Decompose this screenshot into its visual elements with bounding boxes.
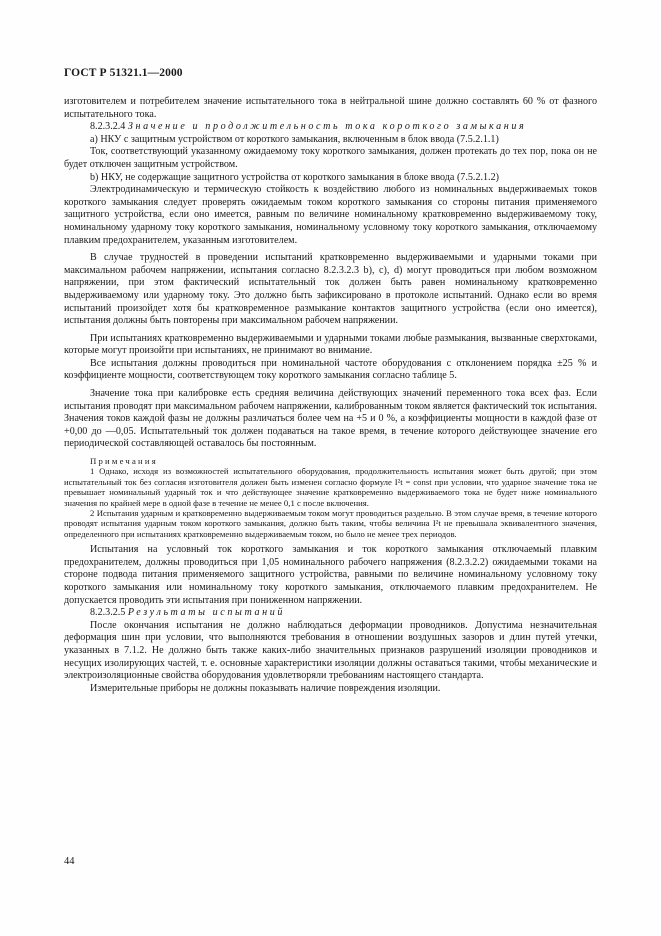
note-1: 1 Однако, исходя из возможностей испытательного оборудования, продолжительность испытания может быть другой; при этом испытательный ток без согласия изготовителя должен быть изменен согласно формуле I²t = const при условии, что ударное значение тока не превышает номинальный ударный ток и что действующее значение кратковременно выдерживаемого тока не будет ниже номинального значения по крайней мере в одной фазе в течение не менее 0,1 с после включения. [64,466,597,508]
paragraph: После окончания испытания не должно наблюдаться деформации проводников. Допустима незначительная деформация шин при условии, что выполняются требования в отношении воздушных зазоров и длин путей утечки, указанных в 7.1.2. Не должно быть также каких-либо значительных признаков разрушений изоляции проводников и несущих изолирующих частей, т. е. основные характеристики изоляции должны оставаться такими, чтобы механические и электроизоляционные свойства оборудования удовлетворяли требованиям настоящего стандарта. [64,619,597,682]
list-item-b: b) НКУ, не содержащие защитного устройства от короткого замыкания в блоке ввода (7.5.2.1.2) [90,171,499,183]
page-number: 44 [64,856,75,867]
paragraph: Электродинамическую и термическую стойкость к воздействию любого из номинальных выдерживаемых токов короткого замыкания следует проверять ожидаемым током короткого замыкания со стороны питания применяемого защитного устройства, если оно имеется, равным по величине номинальному кратковременно выдерживаемому току, номинальному ударному току короткого замыкания, номинальному условному току короткого замыкания, отключаемому плавким предохранителем, указанным изготовителем. [64,184,597,246]
paragraph: Значение тока при калибровке есть средняя величина действующих значений переменного тока всех фаз. Если испытания проводят при максимальном рабочем напряжении, калиброванным током является фактический ток испытания. Значения токов каждой фазы не должны различаться более чем на +5 и 0 %, а коэффициенты мощности в каждой фазе от +0,00 до —0,05. Испытательный ток должен подаваться на такое время, в течение которого действующее значение его периодической составляющей оставалось бы постоянным. [64,388,597,450]
section-title: Результаты испытаний [127,607,286,619]
section-heading [64,607,597,620]
paragraph: В случае трудностей в проведении испытаний кратковременно выдерживаемыми и ударными токами при максимальном рабочем напряжении, испытания согласно 8.2.3.2.3 b), с), d) могут проводиться при любом возможном напряжении, при этом фактический испытательный ток должен быть равен номинальному кратковременно выдерживаемому или ударному току. Это должно быть зафиксировано в протоколе испытаний. Однако если во время испытаний произойдет хотя бы кратковременное размыкание контактов защитного устройства (если оно имеется), испытания должны быть повторены при максимальном рабочем напряжении. [64,252,597,327]
paragraph: При испытаниях кратковременно выдерживаемыми и ударными токами любые размыкания, вызванные сверхтоками, которые могут произойти при испытаниях, не принимают во внимание. [64,332,597,357]
paragraph: Все испытания должны проводиться при номинальной частоте оборудования с отклонением порядка ±25 % и коэффициенте мощности, соответствующем току короткого замыкания согласно таблице 5. [64,357,597,382]
paragraph: Испытания на условный ток короткого замыкания и ток короткого замыкания отключаемый плавким предохранителем, должны проводиться при 1,05 номинального рабочего напряжения (8.2.3.2.2) ожидаемыми токами на стороне подвода питания применяемого защитного устройства, равными по величине номинальному условному току короткого замыкания или номинальному току короткого замыкания, отключаемого плавким предохранителем. Не допускается проводить эти испытания при пониженном напряжении. [64,544,597,606]
section-number: 8.2.3.2.5 [90,607,126,619]
paragraph: Измерительные приборы не должны показывать наличие повреждения изоляции. [90,682,441,694]
paragraph: Ток, соответствующий указанному ожидаемому току короткого замыкания, должен протекать до тех пор, пока он не будет отключен защитным устройством. [64,146,597,170]
section-title: Значение и продолжительность тока короткого замыкания [127,121,527,133]
list-item-a: а) НКУ с защитным устройством от короткого замыкания, включенным в блок ввода (7.5.2.1.1) [90,133,499,145]
document-body [64,96,597,695]
paragraph: изготовителем и потребителем значение испытательного тока в нейтральной шине должно составлять 60 % от фазного испытательного тока. [64,96,597,120]
section-heading [64,121,597,134]
note-2: 2 Испытания ударным и кратковременно выдерживаемым током могут проводиться раздельно. В этом случае время, в течение которого проводят испытания ударным током короткого замыкания, должно быть таким, чтобы величина I²t не превышала эквивалентного значения, определенного при испытаниях кратковременно выдерживаемым током, но было не менее трех периодов. [64,508,597,539]
document-header: ГОСТ Р 51321.1—2000 [64,67,183,79]
notes-title: Примечания [90,456,158,467]
section-number: 8.2.3.2.4 [90,121,126,133]
